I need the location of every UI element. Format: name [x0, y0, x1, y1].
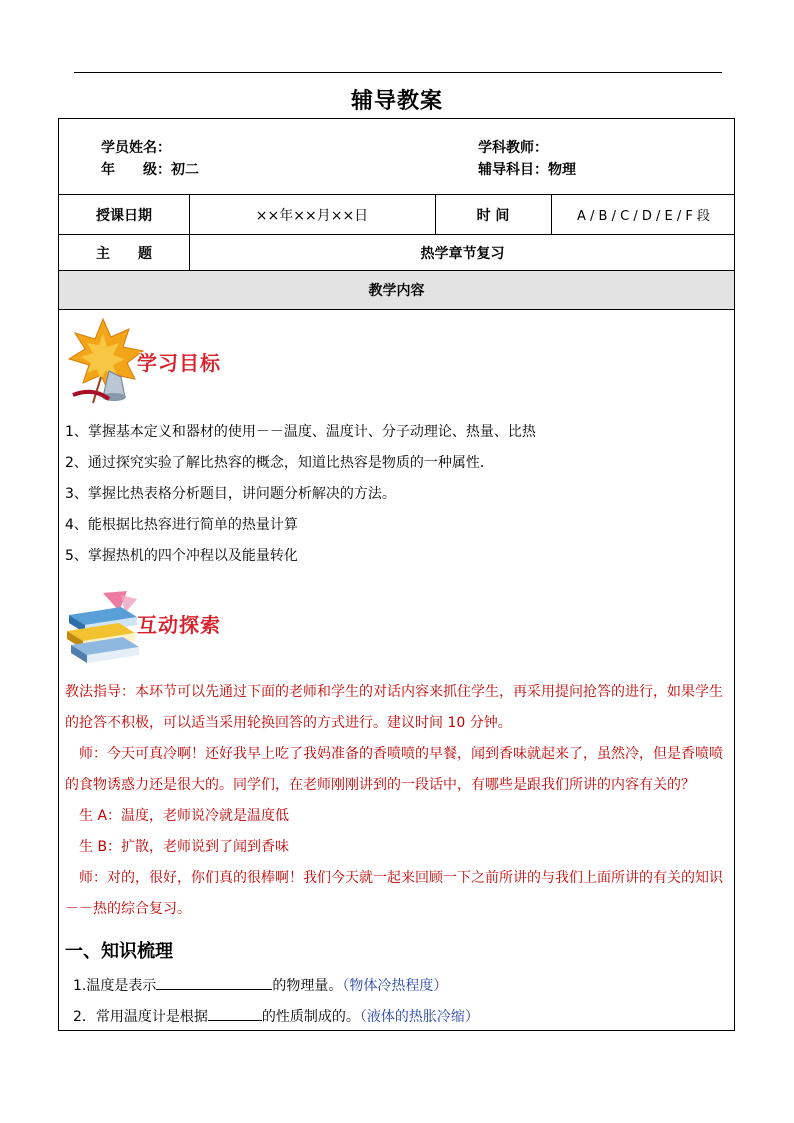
- dialogue-line: 生 B：扩散，老师说到了闻到香味: [65, 839, 290, 855]
- subject-field: 辅导科目：物理: [478, 162, 576, 178]
- answer-hint: （液体的热胀冷缩）: [359, 1009, 479, 1025]
- dialogue-line: －－热的综合复习。: [65, 901, 191, 917]
- goal-item: 4、能根据比热容进行简单的热量计算: [65, 517, 298, 533]
- document-title: 辅导教案: [350, 89, 443, 114]
- explore-banner-title: 互动探索: [137, 613, 221, 637]
- topic-value: 热学章节复习: [420, 245, 505, 262]
- teaching-guide-line: 的抢答不积极，可以适当采用轮换回答的方式进行。建议时间 10 分钟。: [65, 715, 512, 731]
- question-2: 2．常用温度计是根据 的性质制成的。（液体的热胀冷缩）: [73, 1006, 479, 1026]
- dialogue-line: 生 A：温度，老师说冷就是温度低: [65, 808, 290, 824]
- goal-item: 5、掌握热机的四个冲程以及能量转化: [65, 548, 298, 564]
- dialogue-line: 师：对的，很好，你们真的很棒啊！我们今天就一起来回顾一下之前所讲的与我们上面所讲的有关的知识: [65, 870, 723, 886]
- dialogue-line: 的食物诱惑力还是很大的。同学们，在老师刚刚讲到的一段话中，有哪些是跟我们所讲的内容有关的？: [65, 777, 695, 793]
- content-header-row: [59, 271, 734, 310]
- answer-hint: （物体冷热程度）: [342, 978, 448, 994]
- goal-item: 1、掌握基本定义和器材的使用－－温度、温度计、分子动理论、热量、比热: [65, 424, 536, 440]
- teaching-guide-line: 教法指导：本环节可以先通过下面的老师和学生的对话内容来抓住学生，再采用提问抢答的进行，如果学生: [65, 684, 723, 700]
- header-rule: [74, 72, 722, 73]
- explore-banner: [63, 589, 253, 669]
- info-row: [59, 119, 734, 195]
- grade-field: 年 级：初二: [101, 162, 199, 178]
- goal-item: 2、通过探究实验了解比热容的概念，知道比热容是物质的一种属性．: [65, 455, 494, 471]
- goals-banner: [63, 317, 253, 405]
- topic-row: [59, 235, 734, 271]
- goal-item: 3、掌握比热表格分析题目，讲问题分析解决的方法。: [65, 486, 396, 502]
- answer-blank: [208, 1006, 262, 1021]
- student-name-field: 学员姓名：: [101, 140, 171, 156]
- knowledge-heading: 一、知识梳理: [65, 941, 173, 962]
- lesson-plan-table: [58, 118, 735, 1031]
- topic-label: 主 题: [96, 245, 152, 262]
- time-value: A / B / C / D / E / F 段: [577, 209, 710, 224]
- question-1: 1.温度是表示 的物理量。（物体冷热程度）: [73, 975, 447, 995]
- goals-banner-title: 学习目标: [137, 351, 221, 375]
- date-value: ××年××月××日: [255, 207, 369, 224]
- time-label: 时 间: [476, 207, 510, 224]
- maple-leaf-bell-icon: [63, 317, 147, 405]
- teacher-field: 学科教师：: [478, 140, 548, 156]
- books-icon: [63, 589, 143, 665]
- dialogue-line: 师：今天可真冷啊！还好我早上吃了我妈准备的香喷喷的早餐，闻到香味就起来了，虽然冷，但是香喷喷: [65, 746, 723, 762]
- date-label: 授课日期: [96, 207, 152, 224]
- schedule-row: [59, 195, 734, 235]
- content-header: 教学内容: [368, 283, 425, 299]
- answer-blank: [156, 975, 272, 990]
